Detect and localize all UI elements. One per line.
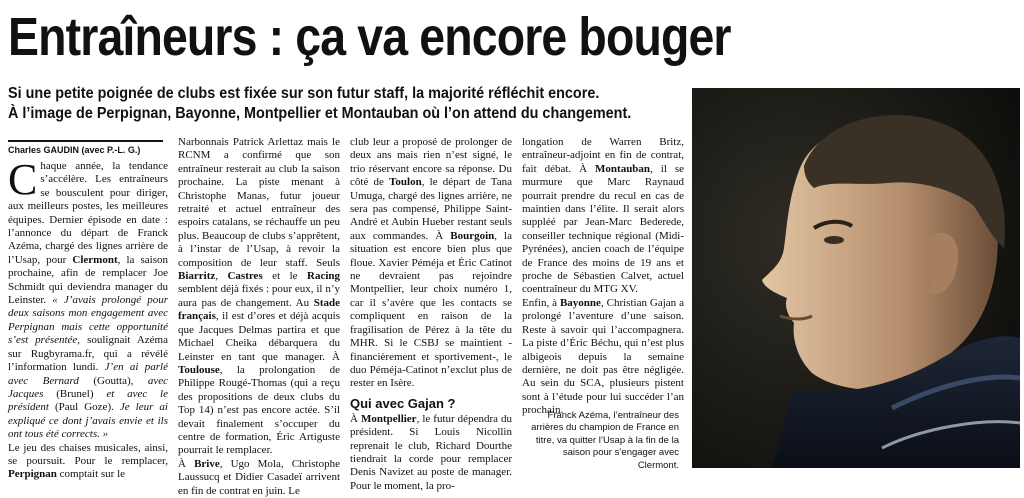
article-column-1 [8, 155, 169, 482]
article-column-4 [522, 136, 684, 418]
headline: Entraîneurs : ça va encore bouger [8, 7, 731, 67]
byline: Charles GAUDIN (avec P.-L. G.) [8, 140, 163, 156]
deck-line-1: Si une petite poignée de clubs est fixée sur son futur staff, la majorité réfléchit encore. [8, 85, 600, 102]
deck [8, 84, 638, 124]
portrait-illustration [692, 88, 1020, 468]
paragraph: Narbonnais Patrick Arlettaz mais le RCNM a confirmé que son entraîneur resterait au club la saison prochaine. La piste menant à Christophe Manas, futur joueur retraité et actuel entraîneur des espoirs catalans, se réchauffe un peu plus. Beaucoup de clubs s’apprêtent, à l’instar de l’Usap, à revoir la composition de leur staff. Seuls Biarritz, Castres et le Racing semblent déjà fixés : pour eux, il n’y aura pas de changement. Au Stade français, il est d’ores et déjà acquis que Jacques Delmas partira et que Michael Cheika débarquera du Leinster en tant que manager. À Toulouse, la prolongation de Philippe Rougé-Thomas (qui a reçu des propositions de deux clubs du Top 14) n’est pas encore actée. S’il devait finalement s’occuper du centre de formation, Éric Artiguste pourrait le remplacer. [178, 136, 340, 457]
article-column-2 [178, 136, 340, 498]
paragraph: Le jeu des chaises musicales, ainsi, se poursuit. Pour le remplacer, Perpignan comptait sur le [8, 441, 168, 481]
paragraph: club leur a proposé de prolonger de deux ans mais rien n’est signé, le trio réservant encore sa réponse. Du côté de Toulon, le départ de Tana Umuga, chargé des lignes arrière, ne sera pas compensé, Philippe Saint-André et Aubin Hueber restant seuls aux commandes. À Bourgoin, la situation est encore bien plus que floue. Xavier Péméja et Éric Catinot ne devraient pas rejoindre Montpellier, leur choix numéro 1, car il s’avère que les contacts se compliquent en raison de la fragilisation de Pérez à la tête du MHR. Si le CSBJ se maintient -financièrement et sportivement-, le duo Péméja-Catinot n’exclut plus de rester en Isère. [350, 136, 513, 390]
deck-line-2: À l’image de Perpignan, Bayonne, Montpellier et Montauban où l’on attend du changement. [8, 105, 632, 122]
drop-cap: C [8, 155, 38, 204]
paragraph: Enfin, à Bayonne, Christian Gajan a prolongé l’aventure d’une saison. Reste à savoir qui l’accompagnera. La piste d’Éric Béchu, qui n’est plus albigeois depuis la semaine dernière, ne doit pas être négligée. Au sein du SCA, plusieurs pistent sont à l’étude pour lui succéder l’an prochain. [522, 296, 684, 417]
paragraph: longation de Warren Britz, entraîneur-adjoint en fin de contrat, fait débat. À Montauban, il se murmure que Marc Raynaud pourrait prendre du recul en cas de maintien dans l’élite. Il serait alors suppléé par Jean-Marc Bederede, conseiller technique régional (Midi-Pyrénées), ancien coach de l’équipe de France des moins de 19 ans et proche de Sébastien Calvet, actuel coentraîneur du MTG XV. [522, 136, 684, 296]
photo-caption: Franck Azéma, l’entraîneur des arrières du champion de France en titre, va quitter l’Usap à la fin de la saison pour s’engager avec Clermont. [531, 410, 679, 471]
paragraph: Chaque année, la tendance s’accélère. Les entraîneurs se bousculent pour diriger, aux meilleurs postes, les meilleures équipes. Dernier épisode en date : l’annonce du départ de Franck Azéma, chargé des lignes arrière de l’Usap, pour Clermont, la saison prochaine, afin de remplacer Joe Schmidt qui deviendra manager du Leinster. « J’avais prolongé pour deux saisons mon engagement avec Perpignan mais cette opportunité s’est présentée, soulignait Azéma sur Rugbyrama.fr, qui a révélé l’information lundi. J’en ai parlé avec Bernard (Goutta), avec Jacques (Brunel) et avec le président (Paul Goze). Je leur ai expliqué ce dont j’avais envie et ils ont tous été corrects. » [8, 155, 169, 441]
article-column-3 [350, 136, 512, 493]
subheading: Qui avec Gajan ? [350, 395, 456, 411]
paragraph: À Brive, Ugo Mola, Christophe Laussucq et Didier Casadeï arrivent en fin de contrat en juin. Le [178, 457, 340, 497]
paragraph: À Montpellier, le futur dépendra du président. Si Louis Nicollin reprenait le club, Richard Dourthe tiendrait la corde pour remplacer Denis Navizet au poste de manager. Pour le moment, la pro- [350, 412, 512, 492]
portrait-photo [692, 88, 1020, 468]
